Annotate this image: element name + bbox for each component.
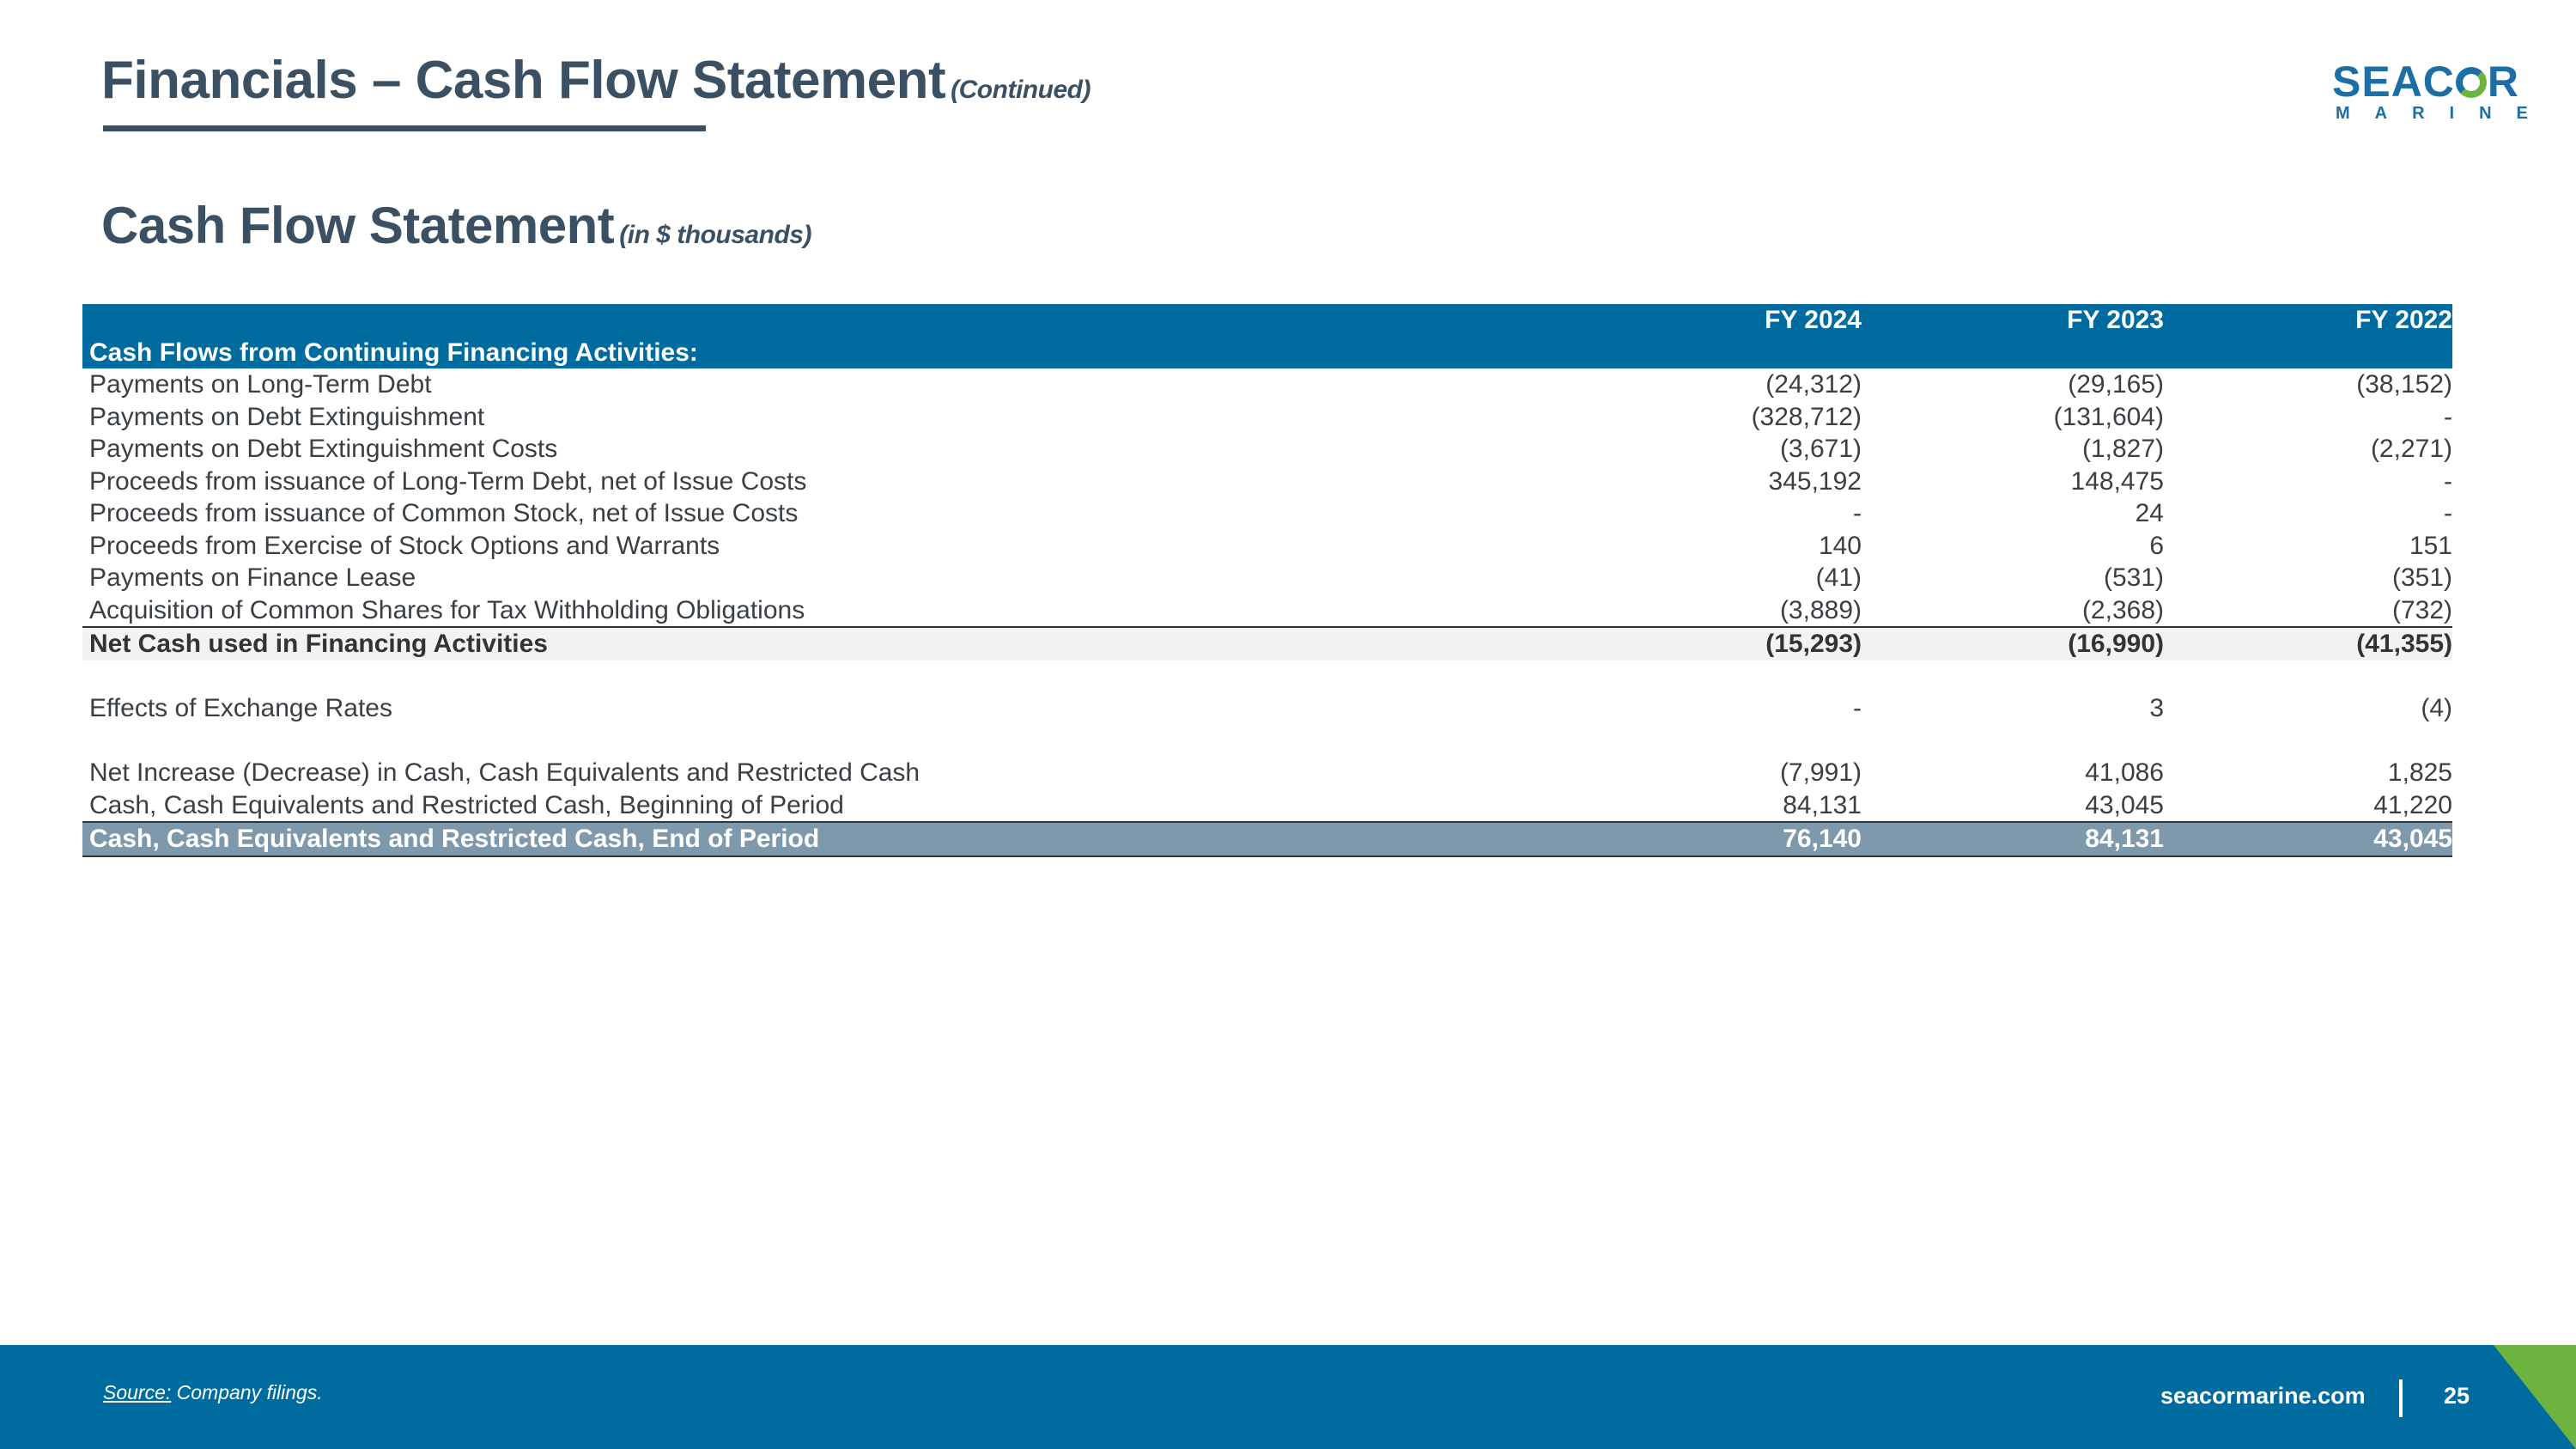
logo-word-part-1: SEAC — [2332, 58, 2455, 106]
row-value-fy2022: 41,220 — [2164, 789, 2452, 823]
row-value-fy2024: 140 — [1818, 531, 1862, 560]
row-value-fy2023: (16,990) — [1862, 627, 2164, 661]
row-value-fy2024: (41) — [1815, 563, 1862, 592]
logo-wordmark — [2332, 58, 2520, 106]
page-title — [101, 50, 1091, 111]
ending-cash-total-row — [82, 822, 2452, 856]
row-value-fy2024: 76,140 — [1559, 822, 1862, 856]
table-row — [82, 594, 2452, 628]
row-label: Proceeds from issuance of Long-Term Debt, net of Issue Costs — [89, 466, 807, 496]
source-text: Company filings. — [176, 1381, 323, 1403]
row-value-fy2022: - — [2444, 499, 2452, 527]
title-underline — [103, 125, 706, 131]
row-label: Cash, Cash Equivalents and Restricted Cash, Beginning of Period — [82, 789, 1559, 823]
row-value-fy2023: 84,131 — [1862, 822, 2164, 856]
row-value-fy2023: (131,604) — [2053, 402, 2164, 431]
row-value-fy2023: 41,086 — [2085, 758, 2164, 787]
table-row — [82, 466, 2452, 498]
table-row — [82, 368, 2452, 401]
row-value-fy2022: 43,045 — [2164, 822, 2452, 856]
row-value-fy2022: (38,152) — [2356, 370, 2452, 399]
year-header-fy2024: FY 2024 — [1559, 304, 1862, 337]
year-header-fy2023: FY 2023 — [1862, 304, 2164, 337]
section-subtitle: (in $ thousands) — [619, 221, 811, 249]
row-label: Net Increase (Decrease) in Cash, Cash Equivalents and Restricted Cash — [89, 758, 920, 787]
row-value-fy2023: (2,368) — [1862, 594, 2164, 628]
footer-divider — [2399, 1379, 2403, 1417]
row-value-fy2023: 3 — [2149, 694, 2164, 722]
row-value-fy2024: (7,991) — [1779, 758, 1862, 787]
section-heading-row — [82, 337, 2452, 368]
row-value-fy2022: 1,825 — [2387, 758, 2452, 787]
corner-accent-triangle — [2494, 1345, 2576, 1449]
row-value-fy2024: 84,131 — [1559, 789, 1862, 823]
header-empty-cell — [82, 304, 1559, 337]
row-value-fy2022: (4) — [2421, 694, 2452, 722]
table-row — [82, 530, 2452, 563]
net-increase-row — [82, 757, 2452, 789]
row-value-fy2022: (732) — [2164, 594, 2452, 628]
website-link[interactable]: seacormarine.com — [2160, 1383, 2366, 1409]
row-value-fy2023: 6 — [2149, 531, 2164, 560]
row-value-fy2022: - — [2444, 466, 2452, 496]
row-value-fy2024: (3,889) — [1559, 594, 1862, 628]
row-value-fy2023: 148,475 — [2070, 466, 2164, 496]
row-value-fy2024: (24,312) — [1765, 370, 1862, 399]
table-row — [82, 401, 2452, 434]
row-label: Effects of Exchange Rates — [89, 694, 392, 722]
row-value-fy2024: (3,671) — [1779, 435, 1862, 463]
row-value-fy2022: (351) — [2391, 563, 2452, 592]
footer-bar — [0, 1345, 2576, 1449]
row-value-fy2024: - — [1853, 499, 1862, 527]
beginning-cash-row — [82, 789, 2452, 823]
row-label: Proceeds from issuance of Common Stock, net of Issue Costs — [89, 499, 799, 527]
net-financing-total-row — [82, 627, 2452, 661]
table-header-row — [82, 304, 2452, 337]
logo-tagline: MARINE — [2336, 104, 2553, 123]
table-row — [82, 433, 2452, 466]
row-value-fy2024: (328,712) — [1751, 402, 1862, 431]
row-value-fy2024: - — [1853, 694, 1862, 722]
source-note — [103, 1381, 323, 1404]
logo-o-mark-icon — [2456, 67, 2487, 98]
year-header-fy2022: FY 2022 — [2164, 304, 2452, 337]
row-value-fy2022: - — [2444, 402, 2452, 431]
cash-flow-table — [82, 304, 2452, 857]
row-value-fy2024: 345,192 — [1768, 466, 1862, 496]
row-value-fy2023: (1,827) — [2081, 435, 2164, 463]
logo-word-part-2: R — [2487, 58, 2520, 106]
row-value-fy2023: 43,045 — [1862, 789, 2164, 823]
section-title — [101, 196, 811, 255]
row-value-fy2024: (15,293) — [1559, 627, 1862, 661]
row-label: Payments on Finance Lease — [89, 563, 416, 592]
page-number: 25 — [2444, 1383, 2470, 1409]
row-label: Net Cash used in Financing Activities — [82, 627, 1559, 661]
row-value-fy2022: 151 — [2409, 531, 2452, 560]
company-logo — [2332, 58, 2553, 123]
table-row — [82, 497, 2452, 530]
row-label: Acquisition of Common Shares for Tax Withholding Obligations — [82, 594, 1559, 628]
source-label: Source: — [103, 1381, 172, 1403]
row-value-fy2023: (29,165) — [2068, 370, 2164, 399]
row-label: Proceeds from Exercise of Stock Options and Warrants — [89, 531, 720, 560]
section-heading: Cash Flows from Continuing Financing Activities: — [82, 337, 2452, 368]
row-label: Payments on Debt Extinguishment — [89, 402, 485, 431]
spacer-row — [82, 725, 2452, 758]
table-row — [82, 562, 2452, 594]
row-label: Payments on Long-Term Debt — [89, 370, 432, 399]
row-label: Payments on Debt Extinguishment Costs — [89, 435, 558, 463]
spacer-row — [82, 661, 2452, 693]
row-value-fy2023: (531) — [2103, 563, 2164, 592]
row-label: Cash, Cash Equivalents and Restricted Cash, End of Period — [82, 822, 1559, 856]
row-value-fy2022: (2,271) — [2370, 435, 2452, 463]
section-title-text: Cash Flow Statement — [101, 197, 615, 254]
page-title-text: Financials – Cash Flow Statement — [101, 51, 946, 110]
fx-effects-row — [82, 692, 2452, 725]
page-title-suffix: (Continued) — [951, 76, 1091, 104]
row-value-fy2022: (41,355) — [2164, 627, 2452, 661]
row-value-fy2023: 24 — [2135, 499, 2164, 527]
